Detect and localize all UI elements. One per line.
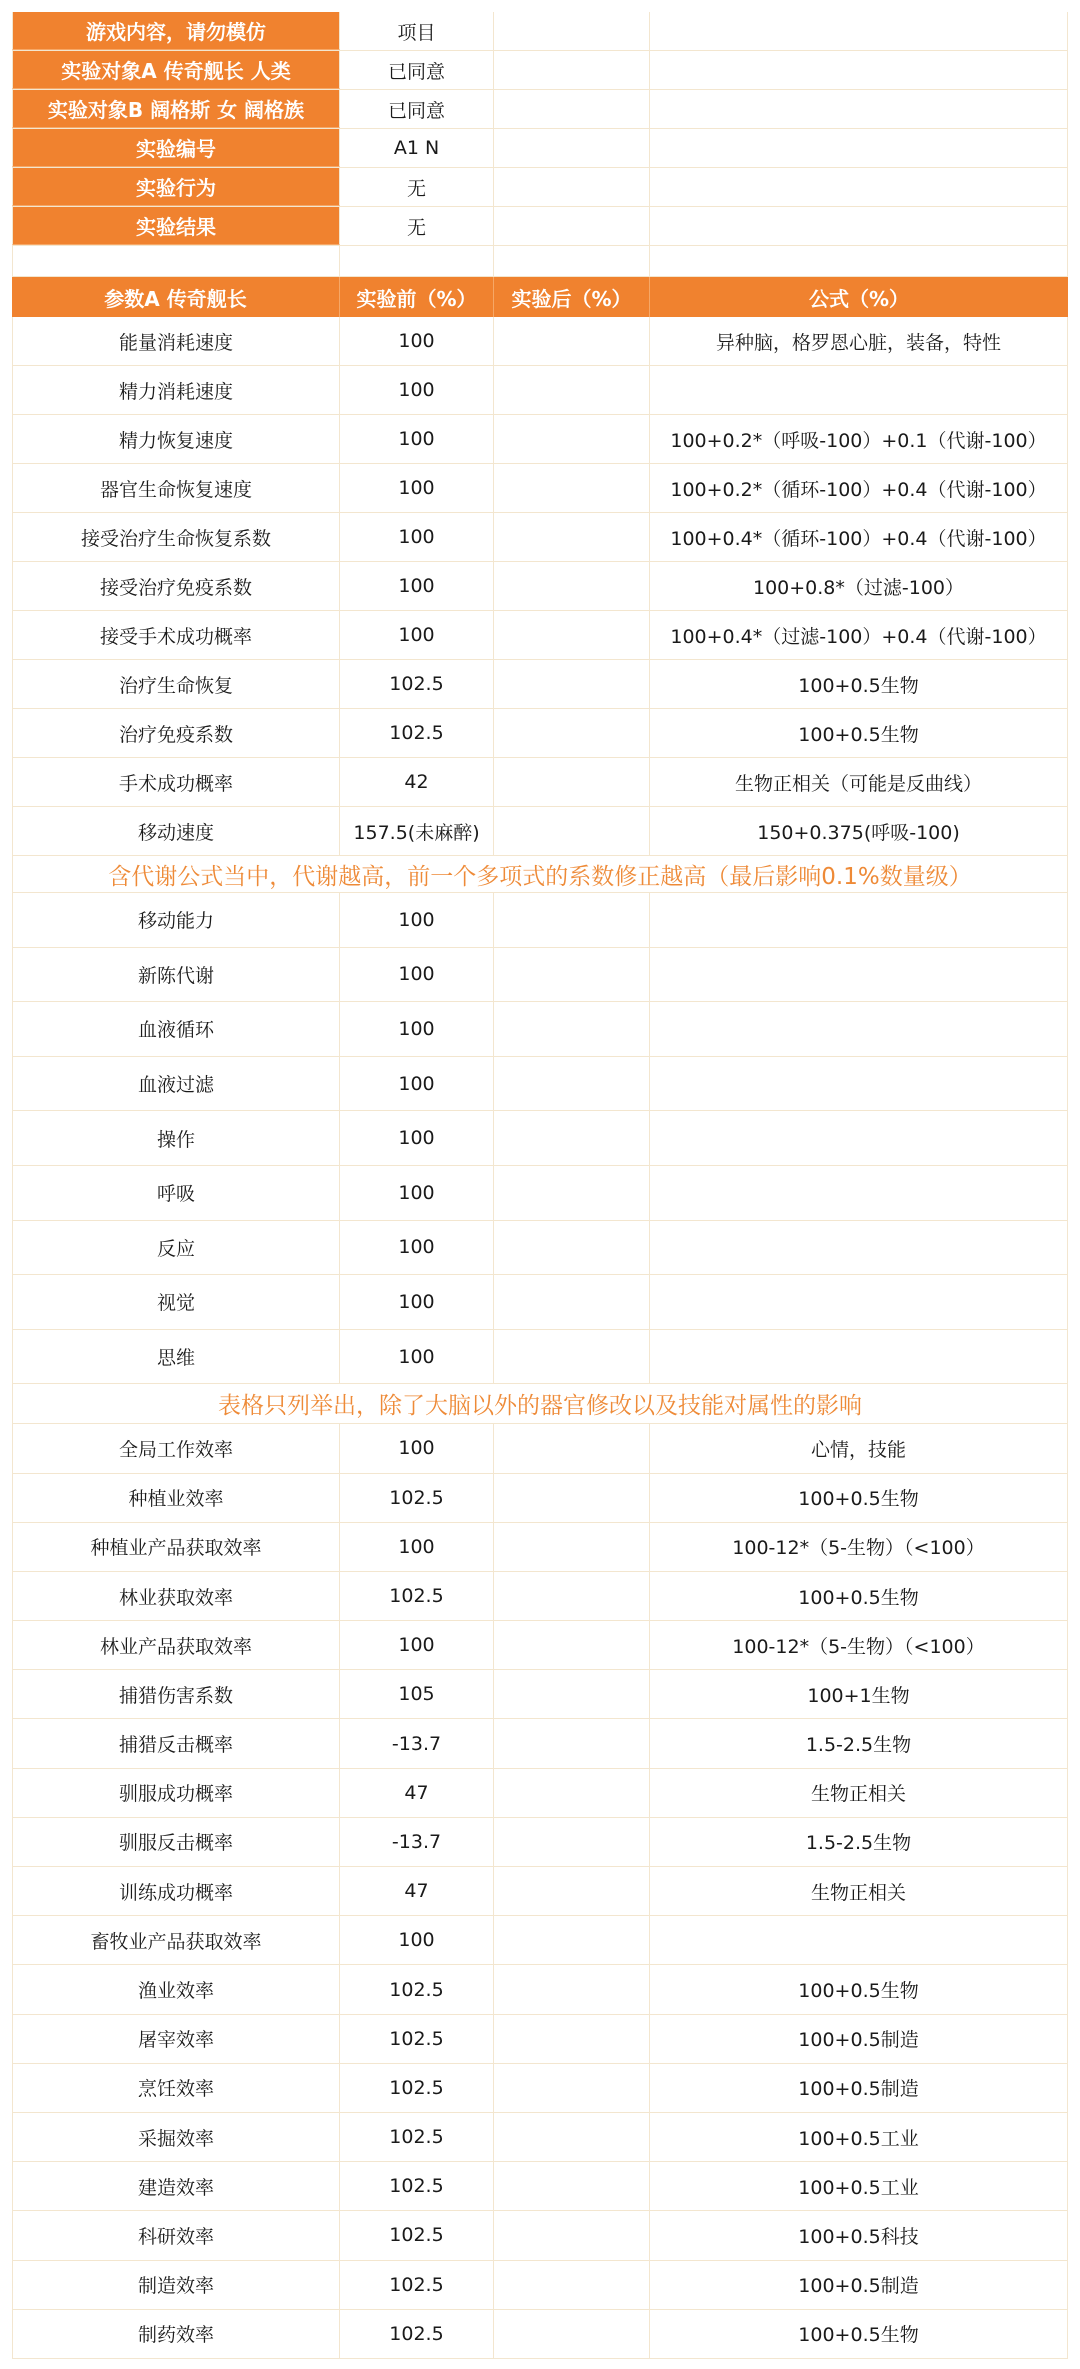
formula-cell[interactable]: 生物正相关 xyxy=(650,1769,1068,1817)
table-row xyxy=(12,1572,1068,1621)
param-name-cell[interactable]: 血液过滤 xyxy=(12,1057,340,1111)
after-value-cell[interactable] xyxy=(494,1523,650,1571)
table-row xyxy=(12,2015,1068,2064)
formula-cell[interactable]: 100+0.2*（循环-100）+0.4（代谢-100） xyxy=(650,464,1068,512)
param-name-cell[interactable]: 林业产品获取效率 xyxy=(12,1621,340,1669)
formula-cell[interactable]: 100+0.5生物 xyxy=(650,660,1068,708)
before-value-cell[interactable]: 100 xyxy=(340,317,494,365)
header-after[interactable]: 实验后（%） xyxy=(494,277,650,317)
before-value-cell[interactable]: 102.5 xyxy=(340,2113,494,2161)
param-name-cell[interactable]: 训练成功概率 xyxy=(12,1867,340,1915)
header-param[interactable]: 参数A 传奇舰长 xyxy=(12,277,340,317)
formula-cell[interactable]: 100+0.5工业 xyxy=(650,2113,1068,2161)
before-value-cell[interactable]: 102.5 xyxy=(340,2162,494,2210)
table-row xyxy=(12,1769,1068,1818)
before-value-cell[interactable]: 102.5 xyxy=(340,2064,494,2112)
param-name-cell[interactable]: 操作 xyxy=(12,1111,340,1165)
before-value-cell[interactable]: 102.5 xyxy=(340,709,494,757)
info-empty[interactable] xyxy=(494,207,650,245)
formula-cell[interactable]: 100+0.5制造 xyxy=(650,2064,1068,2112)
info-row xyxy=(12,90,1068,129)
after-value-cell[interactable] xyxy=(494,2113,650,2161)
after-value-cell[interactable] xyxy=(494,1111,650,1165)
param-name-cell[interactable]: 接受手术成功概率 xyxy=(12,611,340,659)
param-name-cell[interactable]: 林业获取效率 xyxy=(12,1572,340,1620)
param-name-cell[interactable]: 反应 xyxy=(12,1221,340,1275)
before-value-cell[interactable]: 100 xyxy=(340,562,494,610)
info-empty[interactable] xyxy=(650,51,1068,89)
after-value-cell[interactable] xyxy=(494,758,650,806)
formula-cell[interactable]: 100+0.5生物 xyxy=(650,709,1068,757)
before-value-cell[interactable]: 102.5 xyxy=(340,2015,494,2063)
table-row xyxy=(12,317,1068,366)
before-value-cell[interactable]: 100 xyxy=(340,1523,494,1571)
formula-cell[interactable]: 100+0.5生物 xyxy=(650,2310,1068,2358)
param-name-cell[interactable]: 科研效率 xyxy=(12,2211,340,2259)
formula-cell[interactable] xyxy=(650,893,1068,947)
column-header-row xyxy=(12,277,1068,317)
table-row xyxy=(12,1111,1068,1166)
info-row xyxy=(12,12,1068,51)
table-row xyxy=(12,2261,1068,2310)
after-value-cell[interactable] xyxy=(494,948,650,1002)
formula-cell[interactable]: 150+0.375(呼吸-100) xyxy=(650,807,1068,855)
param-name-cell[interactable]: 全局工作效率 xyxy=(12,1424,340,1472)
after-value-cell[interactable] xyxy=(494,1965,650,2013)
param-name-cell[interactable]: 接受治疗免疫系数 xyxy=(12,562,340,610)
after-value-cell[interactable] xyxy=(494,513,650,561)
table-row xyxy=(12,1670,1068,1719)
table-row xyxy=(12,1057,1068,1112)
info-label[interactable]: 实验编号 xyxy=(12,129,340,167)
table-row xyxy=(12,1916,1068,1965)
after-value-cell[interactable] xyxy=(494,562,650,610)
info-empty[interactable] xyxy=(650,129,1068,167)
table-row xyxy=(12,1818,1068,1867)
info-empty[interactable] xyxy=(650,12,1068,50)
table-row xyxy=(12,1275,1068,1330)
param-name-cell[interactable]: 建造效率 xyxy=(12,2162,340,2210)
before-value-cell[interactable]: 100 xyxy=(340,464,494,512)
section-work xyxy=(12,1424,1068,2359)
param-name-cell[interactable]: 驯服反击概率 xyxy=(12,1818,340,1866)
after-value-cell[interactable] xyxy=(494,1621,650,1669)
header-formula[interactable]: 公式（%） xyxy=(650,277,1068,317)
before-value-cell[interactable]: 102.5 xyxy=(340,2310,494,2358)
param-name-cell[interactable]: 畜牧业产品获取效率 xyxy=(12,1916,340,1964)
before-value-cell[interactable]: 100 xyxy=(340,1057,494,1111)
before-value-cell[interactable]: 157.5(未麻醉) xyxy=(340,807,494,855)
info-block xyxy=(12,12,1068,246)
table-row xyxy=(12,2310,1068,2359)
formula-cell[interactable] xyxy=(650,948,1068,1002)
formula-cell[interactable]: 100+1生物 xyxy=(650,1670,1068,1718)
formula-cell[interactable] xyxy=(650,1275,1068,1329)
after-value-cell[interactable] xyxy=(494,709,650,757)
formula-cell[interactable] xyxy=(650,1221,1068,1275)
info-value[interactable]: A1 N xyxy=(340,129,494,167)
table-row xyxy=(12,758,1068,807)
table-row xyxy=(12,1474,1068,1523)
param-name-cell[interactable]: 驯服成功概率 xyxy=(12,1769,340,1817)
param-name-cell[interactable]: 种植业产品获取效率 xyxy=(12,1523,340,1571)
table-row xyxy=(12,709,1068,758)
formula-cell[interactable]: 100+0.5科技 xyxy=(650,2211,1068,2259)
param-name-cell[interactable]: 制药效率 xyxy=(12,2310,340,2358)
table-row xyxy=(12,948,1068,1003)
info-label[interactable]: 实验对象B 阔格斯 女 阔格族 xyxy=(12,90,340,128)
param-name-cell[interactable]: 种植业效率 xyxy=(12,1474,340,1522)
after-value-cell[interactable] xyxy=(494,2015,650,2063)
after-value-cell[interactable] xyxy=(494,1719,650,1767)
param-name-cell[interactable]: 视觉 xyxy=(12,1275,340,1329)
before-value-cell[interactable]: 100 xyxy=(340,366,494,414)
info-row xyxy=(12,51,1068,90)
formula-cell[interactable]: 100+0.4*（循环-100）+0.4（代谢-100） xyxy=(650,513,1068,561)
param-name-cell[interactable]: 器官生命恢复速度 xyxy=(12,464,340,512)
formula-cell[interactable]: 100+0.5工业 xyxy=(650,2162,1068,2210)
param-name-cell[interactable]: 新陈代谢 xyxy=(12,948,340,1002)
formula-cell[interactable] xyxy=(650,1330,1068,1384)
param-name-cell[interactable]: 烹饪效率 xyxy=(12,2064,340,2112)
before-value-cell[interactable]: 105 xyxy=(340,1670,494,1718)
info-empty[interactable] xyxy=(494,90,650,128)
before-value-cell[interactable]: 100 xyxy=(340,1275,494,1329)
after-value-cell[interactable] xyxy=(494,1424,650,1472)
param-name-cell[interactable]: 渔业效率 xyxy=(12,1965,340,2013)
param-name-cell[interactable]: 治疗免疫系数 xyxy=(12,709,340,757)
after-value-cell[interactable] xyxy=(494,1166,650,1220)
info-empty[interactable] xyxy=(494,168,650,206)
before-value-cell[interactable]: 100 xyxy=(340,1111,494,1165)
info-empty[interactable] xyxy=(650,207,1068,245)
info-row xyxy=(12,168,1068,207)
after-value-cell[interactable] xyxy=(494,611,650,659)
before-value-cell[interactable]: -13.7 xyxy=(340,1719,494,1767)
table-row xyxy=(12,660,1068,709)
info-label[interactable]: 实验结果 xyxy=(12,207,340,245)
param-name-cell[interactable]: 制造效率 xyxy=(12,2261,340,2309)
table-row xyxy=(12,1221,1068,1276)
after-value-cell[interactable] xyxy=(494,1867,650,1915)
formula-cell[interactable] xyxy=(650,366,1068,414)
after-value-cell[interactable] xyxy=(494,1275,650,1329)
after-value-cell[interactable] xyxy=(494,1474,650,1522)
info-row xyxy=(12,129,1068,168)
before-value-cell[interactable]: 102.5 xyxy=(340,1572,494,1620)
formula-cell[interactable]: 100+0.5制造 xyxy=(650,2261,1068,2309)
formula-cell[interactable]: 生物正相关（可能是反曲线） xyxy=(650,758,1068,806)
table-row xyxy=(12,513,1068,562)
param-name-cell[interactable]: 治疗生命恢复 xyxy=(12,660,340,708)
table-row xyxy=(12,611,1068,660)
after-value-cell[interactable] xyxy=(494,2261,650,2309)
formula-cell[interactable]: 1.5-2.5生物 xyxy=(650,1719,1068,1767)
blank-row xyxy=(12,246,1068,277)
after-value-cell[interactable] xyxy=(494,1002,650,1056)
info-empty[interactable] xyxy=(494,51,650,89)
formula-cell[interactable]: 1.5-2.5生物 xyxy=(650,1818,1068,1866)
param-name-cell[interactable]: 采掘效率 xyxy=(12,2113,340,2161)
formula-cell[interactable]: 100+0.5生物 xyxy=(650,1965,1068,2013)
formula-cell[interactable]: 生物正相关 xyxy=(650,1867,1068,1915)
after-value-cell[interactable] xyxy=(494,2211,650,2259)
after-value-cell[interactable] xyxy=(494,1769,650,1817)
info-value[interactable]: 已同意 xyxy=(340,51,494,89)
table-row xyxy=(12,562,1068,611)
before-value-cell[interactable]: 100 xyxy=(340,415,494,463)
before-value-cell[interactable]: 102.5 xyxy=(340,2211,494,2259)
table-row xyxy=(12,2211,1068,2260)
before-value-cell[interactable]: 100 xyxy=(340,1002,494,1056)
formula-cell[interactable] xyxy=(650,1057,1068,1111)
before-value-cell[interactable]: 100 xyxy=(340,893,494,947)
table-row xyxy=(12,366,1068,415)
formula-cell[interactable]: 100+0.2*（呼吸-100）+0.1（代谢-100） xyxy=(650,415,1068,463)
formula-cell[interactable] xyxy=(650,1111,1068,1165)
table-row xyxy=(12,2064,1068,2113)
table-row xyxy=(12,893,1068,948)
param-name-cell[interactable]: 呼吸 xyxy=(12,1166,340,1220)
table-row xyxy=(12,1965,1068,2014)
before-value-cell[interactable]: 100 xyxy=(340,513,494,561)
before-value-cell[interactable]: 100 xyxy=(340,948,494,1002)
before-value-cell[interactable]: 100 xyxy=(340,1166,494,1220)
note-scope: 表格只列举出，除了大脑以外的器官修改以及技能对属性的影响 xyxy=(12,1384,1068,1424)
formula-cell[interactable]: 100+0.4*（过滤-100）+0.4（代谢-100） xyxy=(650,611,1068,659)
table-row xyxy=(12,2162,1068,2211)
before-value-cell[interactable]: 100 xyxy=(340,1916,494,1964)
formula-cell[interactable]: 100-12*（5-生物）（<100） xyxy=(650,1621,1068,1669)
formula-cell[interactable]: 心情，技能 xyxy=(650,1424,1068,1472)
before-value-cell[interactable]: 100 xyxy=(340,1330,494,1384)
table-row xyxy=(12,1719,1068,1768)
formula-cell[interactable]: 100-12*（5-生物）（<100） xyxy=(650,1523,1068,1571)
table-row xyxy=(12,1867,1068,1916)
table-row xyxy=(12,1523,1068,1572)
table-row xyxy=(12,1166,1068,1221)
before-value-cell[interactable]: 100 xyxy=(340,1221,494,1275)
table-row xyxy=(12,1002,1068,1057)
param-name-cell[interactable]: 捕猎伤害系数 xyxy=(12,1670,340,1718)
after-value-cell[interactable] xyxy=(494,893,650,947)
param-name-cell[interactable]: 移动能力 xyxy=(12,893,340,947)
info-empty[interactable] xyxy=(494,12,650,50)
param-name-cell[interactable]: 手术成功概率 xyxy=(12,758,340,806)
formula-cell[interactable] xyxy=(650,1916,1068,1964)
after-value-cell[interactable] xyxy=(494,1057,650,1111)
param-name-cell[interactable]: 思维 xyxy=(12,1330,340,1384)
before-value-cell[interactable]: 102.5 xyxy=(340,1474,494,1522)
section-capacities xyxy=(12,893,1068,1384)
param-name-cell[interactable]: 屠宰效率 xyxy=(12,2015,340,2063)
after-value-cell[interactable] xyxy=(494,1221,650,1275)
before-value-cell[interactable]: 42 xyxy=(340,758,494,806)
after-value-cell[interactable] xyxy=(494,366,650,414)
formula-cell[interactable]: 100+0.5生物 xyxy=(650,1572,1068,1620)
before-value-cell[interactable]: 102.5 xyxy=(340,660,494,708)
section-attributes xyxy=(12,317,1068,856)
param-name-cell[interactable]: 精力消耗速度 xyxy=(12,366,340,414)
after-value-cell[interactable] xyxy=(494,2310,650,2358)
formula-cell[interactable]: 100+0.8*（过滤-100） xyxy=(650,562,1068,610)
info-label[interactable]: 实验对象A 传奇舰长 人类 xyxy=(12,51,340,89)
before-value-cell[interactable]: 100 xyxy=(340,1424,494,1472)
info-value[interactable]: 项目 xyxy=(340,12,494,50)
after-value-cell[interactable] xyxy=(494,2162,650,2210)
param-name-cell[interactable]: 能量消耗速度 xyxy=(12,317,340,365)
param-name-cell[interactable]: 接受治疗生命恢复系数 xyxy=(12,513,340,561)
info-value[interactable]: 已同意 xyxy=(340,90,494,128)
header-before[interactable]: 实验前（%） xyxy=(340,277,494,317)
param-name-cell[interactable]: 移动速度 xyxy=(12,807,340,855)
after-value-cell[interactable] xyxy=(494,1670,650,1718)
note-metabolism: 含代谢公式当中，代谢越高，前一个多项式的系数修正越高（最后影响0.1%数量级） xyxy=(12,856,1068,893)
after-value-cell[interactable] xyxy=(494,317,650,365)
info-empty[interactable] xyxy=(650,168,1068,206)
before-value-cell[interactable]: 102.5 xyxy=(340,1965,494,2013)
after-value-cell[interactable] xyxy=(494,1916,650,1964)
after-value-cell[interactable] xyxy=(494,807,650,855)
info-label[interactable]: 游戏内容，请勿模仿 xyxy=(12,12,340,50)
info-value[interactable]: 无 xyxy=(340,168,494,206)
before-value-cell[interactable]: 47 xyxy=(340,1867,494,1915)
info-label[interactable]: 实验行为 xyxy=(12,168,340,206)
before-value-cell[interactable]: 47 xyxy=(340,1769,494,1817)
formula-cell[interactable]: 异种脑，格罗恩心脏，装备，特性 xyxy=(650,317,1068,365)
param-name-cell[interactable]: 捕猎反击概率 xyxy=(12,1719,340,1767)
param-name-cell[interactable]: 血液循环 xyxy=(12,1002,340,1056)
after-value-cell[interactable] xyxy=(494,415,650,463)
info-row xyxy=(12,207,1068,246)
formula-cell[interactable] xyxy=(650,1166,1068,1220)
after-value-cell[interactable] xyxy=(494,660,650,708)
spreadsheet xyxy=(12,12,1068,2359)
info-empty[interactable] xyxy=(650,90,1068,128)
before-value-cell[interactable]: 102.5 xyxy=(340,2261,494,2309)
table-row xyxy=(12,807,1068,856)
param-name-cell[interactable]: 精力恢复速度 xyxy=(12,415,340,463)
table-row xyxy=(12,464,1068,513)
table-row xyxy=(12,1424,1068,1473)
table-row xyxy=(12,2113,1068,2162)
before-value-cell[interactable]: 100 xyxy=(340,611,494,659)
formula-cell[interactable]: 100+0.5生物 xyxy=(650,1474,1068,1522)
formula-cell[interactable] xyxy=(650,1002,1068,1056)
info-value[interactable]: 无 xyxy=(340,207,494,245)
formula-cell[interactable]: 100+0.5制造 xyxy=(650,2015,1068,2063)
before-value-cell[interactable]: 100 xyxy=(340,1621,494,1669)
info-empty[interactable] xyxy=(494,129,650,167)
table-row xyxy=(12,1621,1068,1670)
after-value-cell[interactable] xyxy=(494,1330,650,1384)
table-row xyxy=(12,1330,1068,1385)
after-value-cell[interactable] xyxy=(494,464,650,512)
table-row xyxy=(12,415,1068,464)
after-value-cell[interactable] xyxy=(494,2064,650,2112)
after-value-cell[interactable] xyxy=(494,1818,650,1866)
after-value-cell[interactable] xyxy=(494,1572,650,1620)
before-value-cell[interactable]: -13.7 xyxy=(340,1818,494,1866)
